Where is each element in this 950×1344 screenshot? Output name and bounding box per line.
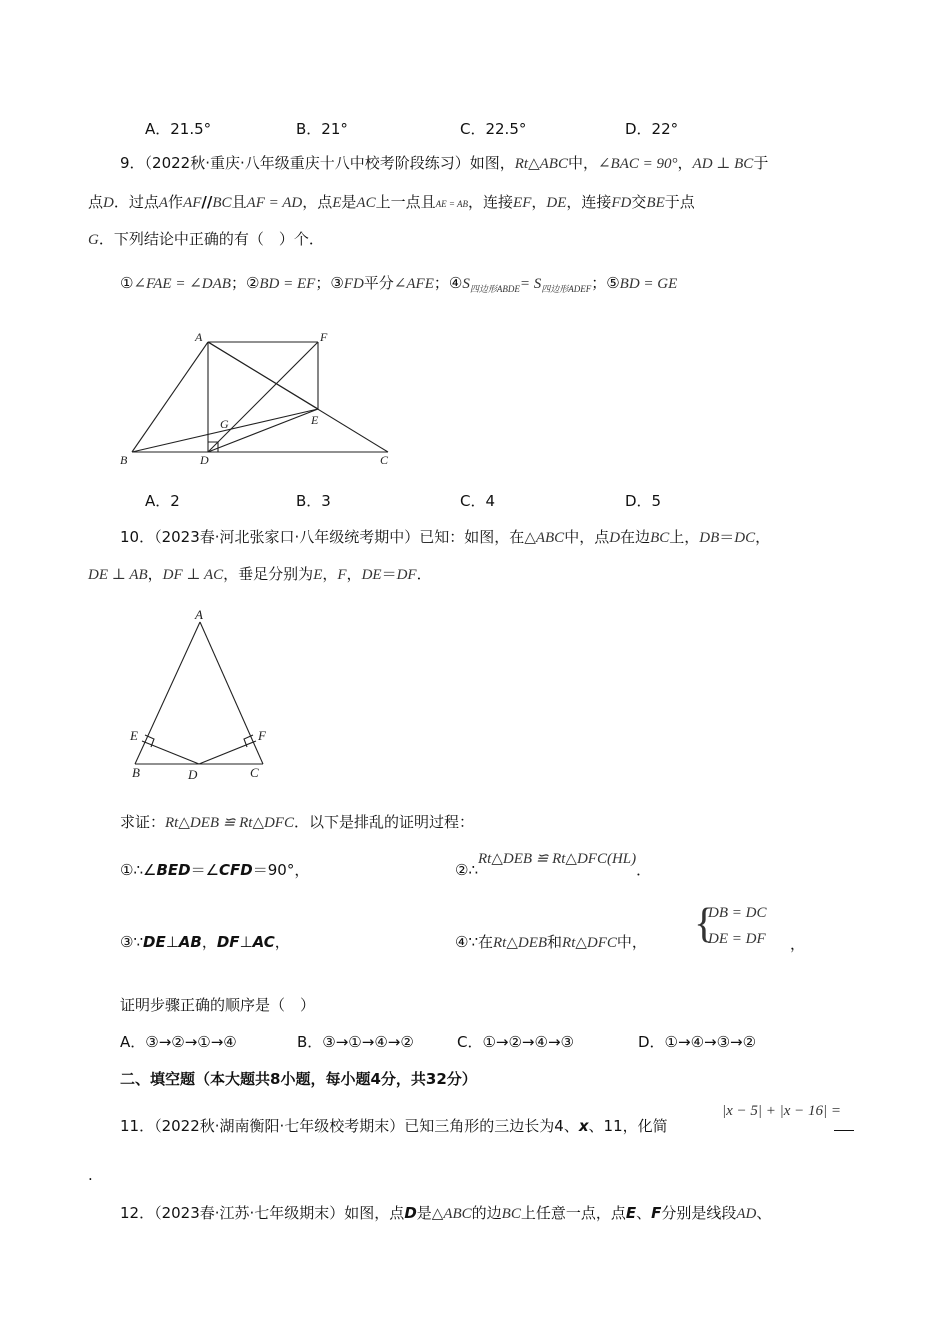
- label-d: D: [188, 767, 198, 782]
- q9-text: ；④: [433, 274, 463, 292]
- q9-text: ．下列结论中正确的有（ ）个．: [98, 230, 324, 248]
- q10-math: Rt△DFC: [562, 935, 617, 951]
- q10-math: DB: [699, 530, 720, 546]
- q10-math: BC: [650, 530, 670, 546]
- q12-math: △ABC: [431, 1206, 472, 1222]
- q12-text-part: 分别是线段: [661, 1204, 737, 1222]
- q9-text: ，连接: [566, 193, 612, 211]
- q9-math: ∠AFE: [393, 276, 434, 292]
- q10-math: CFD: [219, 861, 253, 879]
- q11-answer-blank[interactable]: [834, 1128, 854, 1131]
- q10-text: ．: [636, 861, 652, 879]
- q10-text: ，: [201, 933, 217, 951]
- q9-math: AC: [356, 195, 376, 211]
- q11-heading: 11．（2022秋·湖南衡阳·七年级校考期末）已知三角形的三边长为4、: [120, 1117, 579, 1135]
- label-e: E: [130, 728, 138, 743]
- q9-math: AE = AB: [435, 199, 469, 209]
- q10-text: ＝: [719, 528, 735, 546]
- line-df: [199, 741, 256, 764]
- q9-text: 作: [168, 193, 184, 211]
- q10-text: ④∵在: [455, 933, 493, 951]
- q9-text: ，: [677, 154, 693, 172]
- q9-option-d[interactable]: D．5: [625, 492, 662, 510]
- q10-math: DF: [216, 933, 240, 951]
- q9-math: AF = AD: [246, 195, 303, 211]
- system-brace: {: [694, 901, 715, 947]
- q12-text-part: 上任意一点，点: [520, 1204, 626, 1222]
- label-b: B: [132, 765, 140, 780]
- q8-option-a[interactable]: A．21.5°: [145, 120, 212, 138]
- q9-text: ，: [531, 193, 547, 211]
- q10-text: ，垂足分别为: [223, 565, 314, 583]
- q12-text-part: 、: [756, 1204, 772, 1222]
- q10-line2: [88, 563, 432, 584]
- q12-heading: 12．（2023春·江苏·七年级期末）如图，点: [120, 1204, 405, 1222]
- q9-math: G: [88, 232, 99, 248]
- q10-option-d[interactable]: D．①→④→③→②: [638, 1033, 757, 1051]
- q10-math: F: [337, 567, 347, 583]
- label-a: A: [195, 330, 203, 344]
- q9-math: BD = EF: [259, 276, 316, 292]
- q9-math: FD: [611, 195, 632, 211]
- q10-math: E: [313, 567, 323, 583]
- q11-text-part: 、11，化简: [588, 1117, 668, 1135]
- q9-option-c[interactable]: C．4: [460, 492, 496, 510]
- q8-option-b[interactable]: B．21°: [296, 120, 348, 138]
- label-c: C: [250, 765, 259, 780]
- q10-math: DC: [734, 530, 756, 546]
- q9-math: EF: [513, 195, 532, 211]
- q9-text: ，点: [302, 193, 333, 211]
- label-b: B: [120, 453, 128, 467]
- q10-text: ．: [416, 565, 432, 583]
- label-g: G: [220, 417, 229, 431]
- q9-text: ①: [120, 274, 134, 292]
- q10-text: 上，: [669, 528, 700, 546]
- q9-text: ；⑤: [591, 274, 620, 292]
- q9-option-b[interactable]: B．3: [296, 492, 331, 510]
- q11-text: [120, 1115, 668, 1136]
- q10-math: Rt△DEB ≌ Rt△DFC: [165, 815, 294, 831]
- q10-heading: 10．（2023春·河北张家口·八年级统考期中）已知：如图，在: [120, 528, 525, 546]
- q10-text: ①∴∠: [120, 861, 157, 879]
- q9-math: D: [103, 195, 114, 211]
- q9-math: ∠BAC = 90°: [597, 156, 678, 172]
- q10-math: DE: [361, 567, 382, 583]
- q9-text: 且: [231, 193, 247, 211]
- q10-text: ，: [322, 565, 338, 583]
- label-f: F: [320, 330, 328, 344]
- label-e: E: [311, 413, 319, 427]
- q10-text: 中，: [616, 933, 647, 951]
- q10-math: AC: [252, 933, 275, 951]
- q10-text: ，: [346, 565, 362, 583]
- q9-text: 交: [631, 193, 647, 211]
- q9-math: FD: [343, 276, 364, 292]
- q10-math: △ABC: [524, 530, 565, 546]
- q10-text: ③∵: [120, 933, 143, 951]
- q9-math: 四边形ADEF: [541, 284, 592, 294]
- q10-option-a[interactable]: A．③→②→①→④: [120, 1033, 237, 1051]
- q9-line1: [120, 152, 768, 173]
- q10-text: ，: [755, 528, 771, 546]
- q10-text: ⊥: [239, 933, 253, 951]
- q10-math: Rt△DEB ≌ Rt△DFC(HL): [478, 851, 637, 867]
- label-d: D: [200, 453, 209, 467]
- q9-text: 于: [753, 154, 769, 172]
- q10-text: 中，点: [564, 528, 610, 546]
- q10-text: ＝∠: [190, 861, 220, 879]
- q10-step1: [120, 859, 309, 880]
- system-eq1: DB = DC: [708, 905, 767, 921]
- label-c: C: [380, 453, 389, 467]
- q10-text: 和: [547, 933, 563, 951]
- label-a: A: [195, 607, 203, 622]
- q9-math: S: [462, 276, 470, 292]
- q10-figure: [120, 602, 280, 782]
- q10-text: ＝90°，: [252, 861, 310, 879]
- q9-text: 是: [341, 193, 357, 211]
- q10-order-prompt: 证明步骤正确的顺序是（ ）: [120, 996, 316, 1014]
- q10-text: ⊥: [165, 933, 179, 951]
- q11-expression: |x − 5| + |x − 16| =: [722, 1103, 842, 1119]
- q10-math: Rt△DEB: [493, 935, 548, 951]
- line-ae: [208, 342, 318, 409]
- q12-text-part: 的边: [471, 1204, 502, 1222]
- q12-math: BC: [501, 1206, 521, 1222]
- q10-line1: [120, 526, 770, 547]
- q10-step2: [455, 847, 652, 879]
- q12-text-part: 是: [416, 1204, 432, 1222]
- q10-option-b[interactable]: B．③→①→④→②: [297, 1033, 414, 1051]
- q10-text: ＝: [381, 565, 397, 583]
- q9-math: AD ⊥ BC: [692, 156, 754, 172]
- q12-text-part: 、: [636, 1204, 652, 1222]
- q12-math: F: [651, 1204, 662, 1222]
- system-eq2: DE = DF: [708, 931, 766, 947]
- q10-step4: [455, 931, 647, 952]
- q9-line2: [88, 191, 695, 212]
- q10-math: AB: [178, 933, 202, 951]
- q11-math: x: [578, 1117, 589, 1135]
- q9-text: 上一点且: [375, 193, 436, 211]
- q9-text: 于点: [664, 193, 695, 211]
- q11-period: .: [88, 1166, 93, 1184]
- q9-text: ．过点: [113, 193, 159, 211]
- q9-math: = S: [519, 276, 542, 292]
- q10-math: DF ⊥ AC: [162, 567, 224, 583]
- q10-math: BED: [156, 861, 191, 879]
- q9-text: ，连接: [468, 193, 514, 211]
- q9-math: 四边形ABDE: [469, 284, 520, 294]
- q10-math: DF: [396, 567, 417, 583]
- q10-text: 在边: [620, 528, 651, 546]
- line-ac: [200, 622, 263, 764]
- q9-text: 平分: [363, 274, 394, 292]
- q9-text: 点: [88, 193, 104, 211]
- q9-math: BD = GE: [619, 276, 678, 292]
- q10-text: ，: [274, 933, 290, 951]
- q10-text: ．以下是排乱的证明过程：: [293, 813, 474, 831]
- q10-text: ，: [790, 935, 806, 953]
- label-f: F: [258, 728, 266, 743]
- q10-math: DE: [143, 933, 166, 951]
- q9-math: DE: [546, 195, 567, 211]
- q8-option-d[interactable]: D．22°: [625, 120, 679, 138]
- q9-math: Rt△ABC: [514, 156, 568, 172]
- q9-text: 中，: [567, 154, 598, 172]
- q9-math: E: [332, 195, 342, 211]
- line-fd: [208, 342, 318, 452]
- q9-text: ；③: [315, 274, 344, 292]
- q9-math: A: [158, 195, 169, 211]
- q12-math: E: [625, 1204, 637, 1222]
- q9-text: //: [201, 193, 213, 211]
- q9-math: AF: [183, 195, 202, 211]
- q8-option-c[interactable]: C．22.5°: [460, 120, 527, 138]
- q10-math: D: [609, 530, 621, 546]
- line-ab: [132, 342, 208, 452]
- q12-text: [120, 1202, 771, 1223]
- q9-figure: [110, 325, 400, 470]
- q9-line3: [88, 228, 324, 249]
- q9-math: BC: [212, 195, 232, 211]
- q9-math: ∠FAE = ∠DAB: [133, 276, 231, 292]
- q9-option-a[interactable]: A．2: [145, 492, 180, 510]
- q10-text: 求证：: [120, 813, 166, 831]
- line-de: [142, 741, 199, 764]
- q9-math: BE: [646, 195, 665, 211]
- q10-step3: [120, 931, 290, 952]
- q9-conclusions: [120, 272, 677, 295]
- q10-math: DE ⊥ AB: [88, 567, 148, 583]
- q9-heading: 9．（2022秋·重庆·八年级重庆十八中校考阶段练习）如图，: [120, 154, 515, 172]
- q12-math: D: [404, 1204, 417, 1222]
- q10-prove: [120, 811, 474, 832]
- q10-option-c[interactable]: C．①→②→④→③: [457, 1033, 574, 1051]
- section-heading: 二、填空题（本大题共8小题，每小题4分，共32分）: [120, 1070, 477, 1088]
- q9-text: ；②: [230, 274, 260, 292]
- q10-text: ②∴: [455, 861, 478, 879]
- q10-text: ，: [147, 565, 163, 583]
- q12-math: AD: [736, 1206, 757, 1222]
